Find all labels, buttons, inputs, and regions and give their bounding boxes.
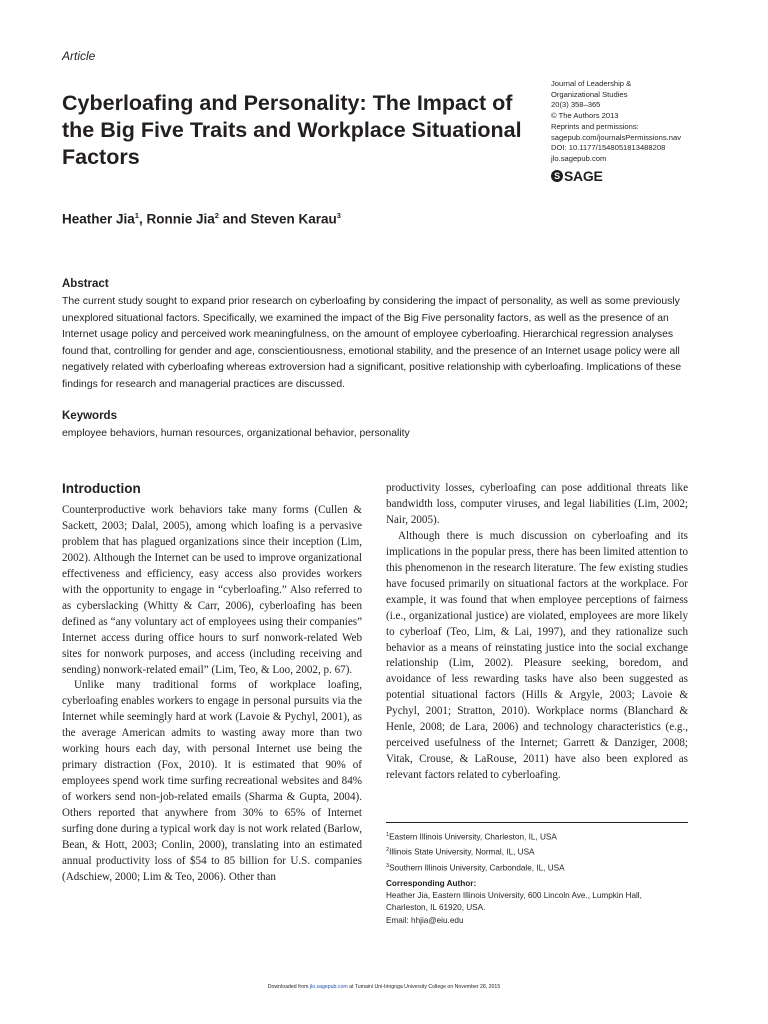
corresponding-author-heading: Corresponding Author: [386,879,477,888]
permissions-link[interactable]: sagepub.com/journalsPermissions.nav [551,132,682,142]
keywords-text: employee behaviors, human resources, organizational behavior, personality [62,428,410,439]
copyright-line: © The Authors 2013 [551,111,619,121]
reprints-label: Reprints and permissions: [551,121,639,131]
author-affiliation-marker: 1 [134,211,139,220]
sage-logo-icon: S [551,170,563,182]
body-column-right [386,481,688,784]
abstract-text: The current study sought to expand prior research on cyberloafing by considering the impact of personality, as well as some previously unexplored situational factors. Specifically, we examined the impact of the Big Five personality factors, as well as the presence of an Internet usage policy and perceived work meaningfulness, on the amount of employee cyberloafing. Hierarchical regression analyses found that, controlling for gender and age, conscientiousness, emotional stability, and the presence of an Internet usage policy were all negatively related with cyberloafing whereas extroversion had a significant, positive relationship with cyberloafing. Implications of these findings for research and managerial practices are discussed. [62,296,682,390]
affiliation-number: 2 [386,847,390,854]
body-paragraph: Counterproductive work behaviors take many forms (Cullen & Sackett, 2003; Dalal, 2005), among which loafing is a pervasive problem that has plagued organizations since their inception (Lim, 2002). Although the Internet can be used to improve organizational effectiveness and efficiency, easy access also provides workers with the opportunity to engage in “cyberloafing.” Also referred to as cyberslacking (Whitty & Carr, 2006), cyberloafing has been defined as “any voluntary act of employees using their companies” Internet access during office hours to surf nonwork-related Web sites for nonwork purposes, and access (including receiving and sending) nonwork-related email” (Lim, Teo, & Loo, 2002, p. 67). [62,504,362,676]
affiliation-item [386,860,696,875]
doi-link[interactable]: DOI: 10.1177/1548051813488208 [551,143,666,153]
journal-name-line-1: Journal of Leadership & [551,79,632,88]
article-title: Cyberloafing and Personality: The Impact of the Big Five Traits and Workplace Situational Factors [62,91,522,169]
keywords-heading: Keywords [62,410,117,422]
introduction-heading: Introduction [62,481,141,496]
author-name: Heather Jia [62,211,135,227]
volume-issue-pages: 20(3) 358–365 [551,100,601,110]
author-affiliation-marker: 3 [336,211,341,220]
author-list [62,211,341,227]
affiliation-text: Southern Illinois University, Carbondale, IL, USA [389,863,565,873]
journal-site-link[interactable]: jlo.sagepub.com [551,153,607,163]
author-name: Ronnie Jia [146,211,215,227]
author-name: Steven Karau [250,211,337,227]
download-notice-prefix: Downloaded from [267,984,310,990]
affiliations-list [386,829,696,875]
download-notice-suffix: at Tumaini Uni-Iringnga University College on November 28, 2015 [347,984,501,990]
affiliation-text: Illinois State University, Normal, IL, USA [389,848,535,858]
author-separator: , [138,211,147,227]
section-label: Article [62,49,96,63]
affiliation-item [386,844,696,859]
sage-logo [551,168,602,184]
footnote-divider [386,822,688,823]
corresponding-author-block [386,878,696,927]
sage-logo-text: SAGE [564,168,603,184]
abstract-heading: Abstract [62,278,109,290]
body-paragraph: Although there is much discussion on cyberloafing and its implications in the popular press, there has been limited attention to this phenomenon in the research literature. The few existing studies have focused primarily on situational factors at the workplace. For example, it was found that when employee perceptions of fairness (i.e., organizational justice) are violated, employees are more likely to cyberloaf (Teo, Lim, & Lai, 1997), and they rationalize such behavior as a means of reinstating justice into the social exchange relationship (Lim, 2002). Pleasure seeking, boredom, and avoidance of less rewarding tasks have also been suggested as potential situational factors (Hills & Argyle, 2003; Lavoie & Pychyl, 2001; Stratton, 2010). Workplace norms (Blanchard & Henle, 2008; de Lara, 2006) and technology characteristics (e.g., perceived usefulness of the Internet; Garrett & Danziger, 2008; Vitak, Crouse, & LaRouse, 2011) have also been explored as relevant factors related to cyberloafing. [386,529,688,782]
download-site-link[interactable]: jlo.sagepub.com [309,984,348,990]
affiliation-number: 3 [386,862,390,869]
affiliation-number: 1 [386,832,390,838]
journal-name-line-2: Organizational Studies [551,89,628,99]
body-column-left [62,503,362,886]
affiliation-item [386,829,696,844]
corresponding-author-address: Heather Jia, Eastern Illinois University, 600 Lincoln Ave., Lumpkin Hall, [386,891,642,901]
author-affiliation-marker: 2 [214,211,219,220]
corresponding-author-city: Charleston, IL 61920, USA. [386,903,486,913]
body-paragraph: productivity losses, cyberloafing can pose additional threats like bandwidth loss, computer viruses, and legal liabilities (Lim, 2002; Nair, 2005). [386,482,688,526]
download-notice [0,984,768,990]
author-separator: and [218,211,251,227]
body-paragraph: Unlike many traditional forms of workplace loafing, cyberloafing enables workers to engage in personal pursuits via the Internet while seemingly hard at work (Lavoie & Pychyl, 2001), as the average American admits to wasting away more than two working hours each day, with personal Internet use being the primary distraction (Fox, 2010). It is estimated that 90% of employees spend work time surfing recreational websites and 84% of workers send non-job-related emails (Sharma & Gupta, 2004). Others reported that anywhere from 30% to 65% of Internet surfing done during a typical work day is not work related (Barlow, Bean, & Hott, 2003; Conlin, 2000), translating into an estimated annual productivity loss of $54 to 85 billion for U.S. companies (Adschiew, 2000; Lim & Teo, 2006). Other than [62,679,362,883]
affiliation-text: Eastern Illinois University, Charleston, IL, USA [389,832,557,842]
journal-info [551,79,751,165]
corresponding-author-email[interactable]: Email: hhjia@eiu.edu [386,915,464,925]
